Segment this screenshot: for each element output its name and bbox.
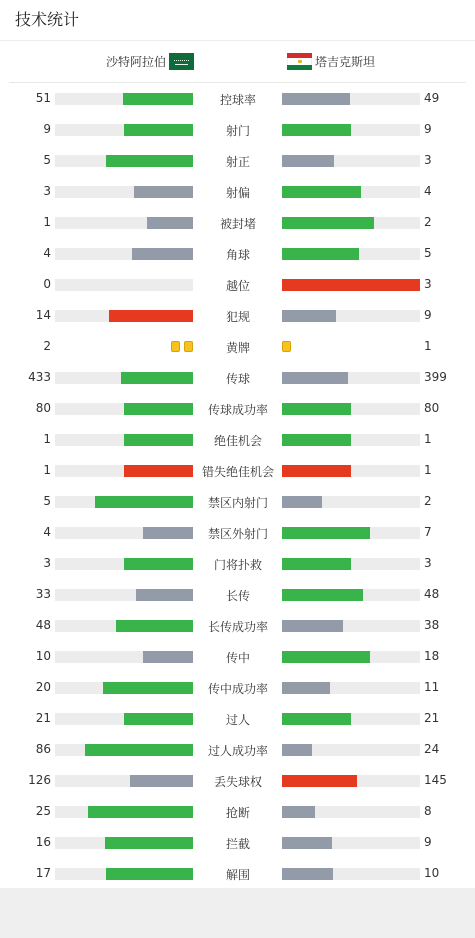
home-stat-bar-track <box>55 403 193 415</box>
stat-row <box>0 424 475 455</box>
home-stat-bar-track <box>55 868 193 880</box>
stat-label: 过人成功率 <box>207 744 268 758</box>
stat-label: 禁区内射门 <box>207 496 268 510</box>
home-stat-value: 51 <box>35 91 51 105</box>
away-stat-bar <box>282 744 312 756</box>
away-stat-bar <box>282 372 348 384</box>
stat-label: 控球率 <box>219 93 256 107</box>
away-stat-bar-track <box>282 403 420 415</box>
home-stat-bar-track <box>55 558 193 570</box>
away-stat-value: 10 <box>424 866 440 880</box>
home-stat-bar <box>124 465 193 477</box>
stat-row <box>0 579 475 610</box>
away-stat-bar-track <box>282 744 420 756</box>
home-stat-bar <box>130 775 193 787</box>
stat-row <box>0 114 475 145</box>
home-stat-bar-track <box>55 651 193 663</box>
away-stat-value: 49 <box>424 91 440 105</box>
away-stat-value: 1 <box>424 339 432 353</box>
home-stat-bar-track <box>55 279 193 291</box>
away-stat-value: 18 <box>424 649 440 663</box>
home-stat-bar <box>143 527 193 539</box>
stats-list <box>0 83 475 889</box>
stat-row <box>0 858 475 889</box>
home-stat-value: 33 <box>35 587 51 601</box>
stat-row <box>0 455 475 486</box>
away-stat-bar-track <box>282 713 420 725</box>
away-yellow-cards <box>282 341 291 353</box>
away-stat-bar <box>282 496 322 508</box>
home-stat-value: 3 <box>43 556 51 570</box>
home-stat-value: 1 <box>43 215 51 229</box>
stat-label: 被封堵 <box>219 217 256 231</box>
home-team-name: 沙特阿拉伯 <box>105 55 166 69</box>
home-stat-value: 21 <box>35 711 51 725</box>
away-stat-bar <box>282 93 350 105</box>
away-stat-bar-track <box>282 775 420 787</box>
stat-row <box>0 269 475 300</box>
home-stat-value: 126 <box>28 773 51 787</box>
home-stat-value: 10 <box>35 649 51 663</box>
home-stat-bar-track <box>55 124 193 136</box>
away-stat-value: 7 <box>424 525 432 539</box>
away-stat-value: 5 <box>424 246 432 260</box>
stat-label: 长传 <box>225 589 250 603</box>
stat-row <box>0 176 475 207</box>
stat-row <box>0 83 475 114</box>
away-stat-value: 8 <box>424 804 432 818</box>
home-stat-value: 2 <box>43 339 51 353</box>
away-stat-bar <box>282 434 351 446</box>
stat-label: 射门 <box>225 124 250 138</box>
away-stat-bar <box>282 527 370 539</box>
away-stat-bar <box>282 279 420 291</box>
away-stat-bar-track <box>282 186 420 198</box>
away-stat-bar <box>282 558 351 570</box>
home-stat-bar <box>132 248 193 260</box>
home-stat-bar <box>124 403 193 415</box>
away-stat-bar-track <box>282 620 420 632</box>
home-stat-bar-track <box>55 155 193 167</box>
stat-label: 传中 <box>225 651 250 665</box>
away-stat-bar-track <box>282 310 420 322</box>
away-stat-bar-track <box>282 93 420 105</box>
home-stat-bar <box>103 682 193 694</box>
away-stat-value: 38 <box>424 618 440 632</box>
away-team-name: 塔吉克斯坦 <box>315 55 376 69</box>
stat-row <box>0 672 475 703</box>
stat-label: 绝佳机会 <box>213 434 262 448</box>
away-stat-bar-track <box>282 682 420 694</box>
away-stat-value: 145 <box>424 773 447 787</box>
home-stat-value: 4 <box>43 246 51 260</box>
stat-row <box>0 145 475 176</box>
stat-label: 长传成功率 <box>207 620 268 634</box>
away-stat-value: 3 <box>424 556 432 570</box>
home-stat-bar <box>143 651 193 663</box>
stat-row <box>0 734 475 765</box>
stat-row <box>0 238 475 269</box>
page-title: 技术统计 <box>0 0 475 41</box>
yellow-card-icon <box>171 341 180 352</box>
home-stat-bar <box>95 496 193 508</box>
home-stat-bar-track <box>55 372 193 384</box>
home-stat-bar <box>123 93 193 105</box>
home-stat-value: 25 <box>35 804 51 818</box>
away-stat-bar <box>282 403 351 415</box>
home-stat-value: 4 <box>43 525 51 539</box>
stat-row <box>0 610 475 641</box>
away-stat-value: 9 <box>424 122 432 136</box>
home-stat-bar-track <box>55 589 193 601</box>
away-stat-bar-track <box>282 868 420 880</box>
stat-label: 角球 <box>225 248 250 262</box>
away-stat-bar-track <box>282 465 420 477</box>
home-stat-value: 5 <box>43 494 51 508</box>
home-stat-bar-track <box>55 806 193 818</box>
home-stat-bar <box>147 217 193 229</box>
away-stat-bar <box>282 217 374 229</box>
stat-label: 禁区外射门 <box>207 527 268 541</box>
home-stat-bar <box>134 186 193 198</box>
stat-row <box>0 548 475 579</box>
away-stat-bar <box>282 620 343 632</box>
stat-row <box>0 393 475 424</box>
home-stat-bar <box>106 155 193 167</box>
home-stat-bar-track <box>55 434 193 446</box>
away-stat-bar <box>282 868 333 880</box>
away-stat-value: 1 <box>424 432 432 446</box>
home-stat-value: 17 <box>35 866 51 880</box>
home-stat-bar <box>136 589 193 601</box>
stat-row <box>0 641 475 672</box>
stat-label: 解围 <box>225 868 250 882</box>
home-stat-value: 433 <box>28 370 51 384</box>
saudi-arabia-flag-icon <box>169 53 194 70</box>
stat-label: 越位 <box>225 279 250 293</box>
stat-label: 过人 <box>225 713 250 727</box>
away-stat-bar <box>282 837 332 849</box>
home-team[interactable] <box>106 53 194 70</box>
home-stat-value: 80 <box>35 401 51 415</box>
away-stat-bar <box>282 806 315 818</box>
home-stat-bar <box>85 744 193 756</box>
stat-row <box>0 796 475 827</box>
away-stat-bar-track <box>282 248 420 260</box>
stat-row <box>0 362 475 393</box>
stat-label: 丢失球权 <box>213 775 262 789</box>
away-stat-bar-track <box>282 372 420 384</box>
home-stat-bar-track <box>55 310 193 322</box>
stat-row <box>0 765 475 796</box>
stat-label: 射正 <box>225 155 250 169</box>
away-stat-bar-track <box>282 651 420 663</box>
home-yellow-cards <box>171 341 193 353</box>
away-stat-bar <box>282 310 336 322</box>
tajikistan-flag-icon <box>287 53 312 70</box>
home-stat-value: 16 <box>35 835 51 849</box>
away-stat-bar-track <box>282 527 420 539</box>
stat-label: 传球成功率 <box>207 403 268 417</box>
stat-row <box>0 827 475 858</box>
home-stat-bar <box>124 558 193 570</box>
away-stat-value: 3 <box>424 277 432 291</box>
stat-label: 门将扑救 <box>213 558 262 572</box>
stat-label: 抢断 <box>225 806 250 820</box>
stat-row <box>0 517 475 548</box>
away-stat-bar <box>282 713 351 725</box>
home-stat-bar <box>88 806 193 818</box>
stat-label: 错失绝佳机会 <box>201 465 274 479</box>
away-stat-bar <box>282 124 351 136</box>
away-stat-bar-track <box>282 217 420 229</box>
stat-label: 射偏 <box>225 186 250 200</box>
stat-row <box>0 486 475 517</box>
home-stat-bar <box>109 310 193 322</box>
stat-label: 传中成功率 <box>207 682 268 696</box>
yellow-card-icon <box>282 341 291 352</box>
home-stat-bar-track <box>55 496 193 508</box>
away-stat-bar <box>282 682 330 694</box>
away-stat-bar-track <box>282 124 420 136</box>
stat-label: 黄牌 <box>225 341 250 355</box>
away-stat-bar-track <box>282 279 420 291</box>
away-stat-bar-track <box>282 589 420 601</box>
away-stat-bar-track <box>282 155 420 167</box>
stat-row <box>0 300 475 331</box>
home-stat-bar-track <box>55 775 193 787</box>
away-stat-bar-track <box>282 806 420 818</box>
teams-header <box>9 41 466 83</box>
away-stat-value: 399 <box>424 370 447 384</box>
home-stat-bar-track <box>55 713 193 725</box>
away-stat-value: 1 <box>424 463 432 477</box>
home-stat-bar-track <box>55 465 193 477</box>
stat-row <box>0 703 475 734</box>
home-stat-value: 20 <box>35 680 51 694</box>
home-stat-bar-track <box>55 527 193 539</box>
away-stat-value: 48 <box>424 587 440 601</box>
home-stat-bar <box>116 620 193 632</box>
home-stat-bar <box>121 372 193 384</box>
away-team[interactable] <box>287 53 375 70</box>
away-stat-value: 4 <box>424 184 432 198</box>
away-stat-bar <box>282 775 357 787</box>
home-stat-bar-track <box>55 93 193 105</box>
home-stat-value: 9 <box>43 122 51 136</box>
home-stat-bar-track <box>55 744 193 756</box>
home-stat-bar-track <box>55 248 193 260</box>
stat-label: 犯规 <box>225 310 250 324</box>
home-stat-bar-track <box>55 186 193 198</box>
home-stat-bar <box>124 124 193 136</box>
home-stat-bar-track <box>55 837 193 849</box>
away-stat-bar <box>282 651 370 663</box>
away-stat-value: 2 <box>424 215 432 229</box>
stat-label: 拦截 <box>225 837 250 851</box>
away-stat-value: 24 <box>424 742 440 756</box>
away-stat-bar <box>282 589 363 601</box>
yellow-card-icon <box>184 341 193 352</box>
away-stat-value: 9 <box>424 308 432 322</box>
home-stat-value: 3 <box>43 184 51 198</box>
away-stat-bar-track <box>282 434 420 446</box>
away-stat-value: 9 <box>424 835 432 849</box>
away-stat-value: 80 <box>424 401 440 415</box>
home-stat-bar-track <box>55 682 193 694</box>
home-stat-bar-track <box>55 217 193 229</box>
away-stat-bar-track <box>282 558 420 570</box>
home-stat-value: 14 <box>35 308 51 322</box>
home-stat-bar <box>124 434 193 446</box>
stat-label: 传球 <box>225 372 250 386</box>
stat-row <box>0 331 475 362</box>
home-stat-bar <box>105 837 193 849</box>
home-stat-bar <box>124 713 193 725</box>
home-stat-bar <box>106 868 193 880</box>
away-stat-bar <box>282 248 359 260</box>
away-stat-value: 11 <box>424 680 440 694</box>
home-stat-value: 1 <box>43 432 51 446</box>
home-stat-value: 5 <box>43 153 51 167</box>
away-stat-bar-track <box>282 496 420 508</box>
away-stat-value: 21 <box>424 711 440 725</box>
home-stat-bar-track <box>55 620 193 632</box>
away-stat-bar <box>282 155 334 167</box>
home-stat-value: 1 <box>43 463 51 477</box>
away-stat-value: 2 <box>424 494 432 508</box>
away-stat-value: 3 <box>424 153 432 167</box>
home-stat-value: 86 <box>35 742 51 756</box>
home-stat-value: 0 <box>43 277 51 291</box>
away-stat-bar <box>282 465 351 477</box>
home-stat-value: 48 <box>35 618 51 632</box>
stat-row <box>0 207 475 238</box>
away-stat-bar-track <box>282 837 420 849</box>
away-stat-bar <box>282 186 361 198</box>
